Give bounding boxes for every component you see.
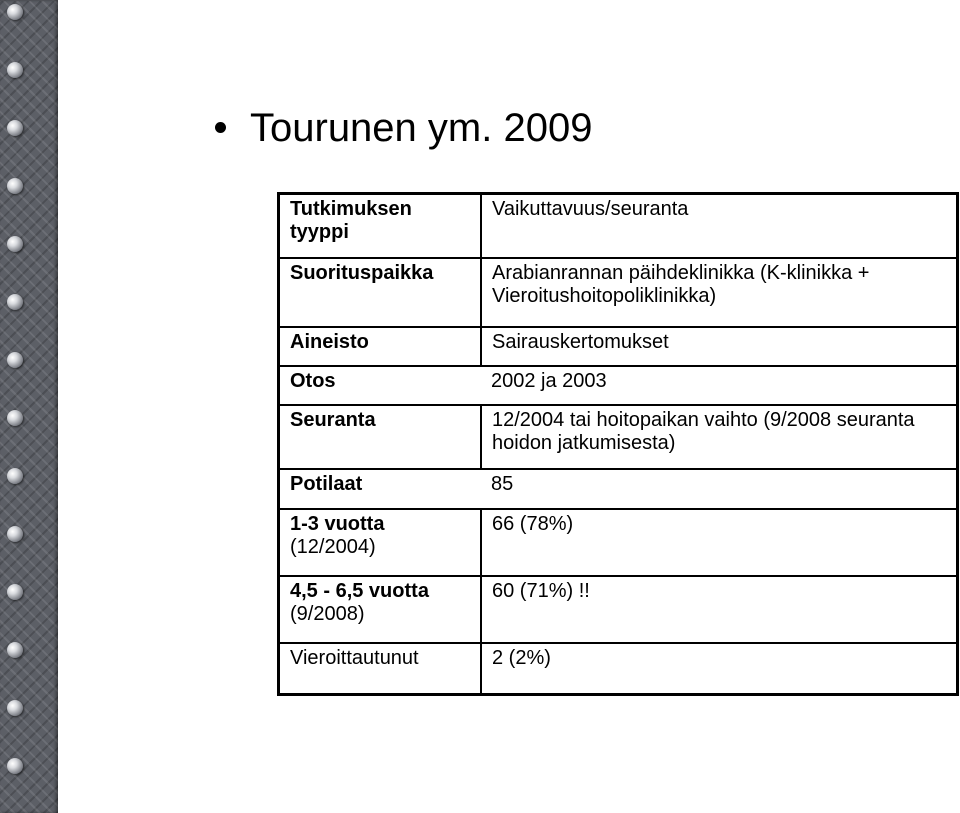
decorative-metal-strip [0, 0, 58, 813]
row-value: Sairauskertomukset [481, 327, 958, 366]
table-row [279, 469, 958, 509]
rivet-icon [7, 526, 23, 542]
row-value: 66 (78%) [481, 509, 958, 576]
rivet-icon [7, 410, 23, 426]
table-row [279, 576, 958, 643]
row-value: 85 [481, 469, 958, 509]
row-label: Otos [279, 366, 482, 405]
rivet-icon [7, 62, 23, 78]
rivet-icon [7, 700, 23, 716]
row-label [279, 576, 482, 643]
row-value: 12/2004 tai hoitopaikan vaihto (9/2008 seuranta hoidon jatkumisesta) [481, 405, 958, 469]
table-row [279, 405, 958, 469]
study-info-table [277, 192, 959, 696]
table-row [279, 194, 958, 258]
row-value: Vaikuttavuus/seuranta [481, 194, 958, 258]
rivet-icon [7, 758, 23, 774]
row-value: 2 (2%) [481, 643, 958, 695]
row-label: Vieroittautunut [279, 643, 482, 695]
rivet-icon [7, 236, 23, 252]
table-row [279, 366, 958, 405]
table-row [279, 509, 958, 576]
row-value: Arabianrannan päihdeklinikka (K-klinikka + Vieroitushoitopoliklinikka) [481, 258, 958, 327]
rivet-icon [7, 642, 23, 658]
rivet-icon [7, 352, 23, 368]
row-label: Tutkimuksen tyyppi [279, 194, 482, 258]
rivet-icon [7, 4, 23, 20]
row-label-main: 1-3 vuotta [290, 512, 385, 535]
rivet-icon [7, 294, 23, 310]
table-row [279, 258, 958, 327]
table-row [279, 327, 958, 366]
row-label: Seuranta [279, 405, 482, 469]
rivet-icon [7, 178, 23, 194]
bullet-text: Tourunen ym. 2009 [250, 106, 593, 150]
row-label: Suorituspaikka [279, 258, 482, 327]
slide-bullet [215, 103, 592, 153]
table-row [279, 643, 958, 695]
row-label-sub: (9/2008) [290, 602, 365, 625]
row-value: 2002 ja 2003 [481, 366, 958, 405]
bullet-icon [215, 122, 226, 133]
rivet-icon [7, 120, 23, 136]
row-value: 60 (71%) !! [481, 576, 958, 643]
rivet-icon [7, 584, 23, 600]
row-label [279, 509, 482, 576]
row-label-sub: (12/2004) [290, 535, 376, 558]
row-label: Potilaat [279, 469, 482, 509]
row-label: Aineisto [279, 327, 482, 366]
rivet-icon [7, 468, 23, 484]
row-label-main: 4,5 - 6,5 vuotta [290, 579, 429, 602]
